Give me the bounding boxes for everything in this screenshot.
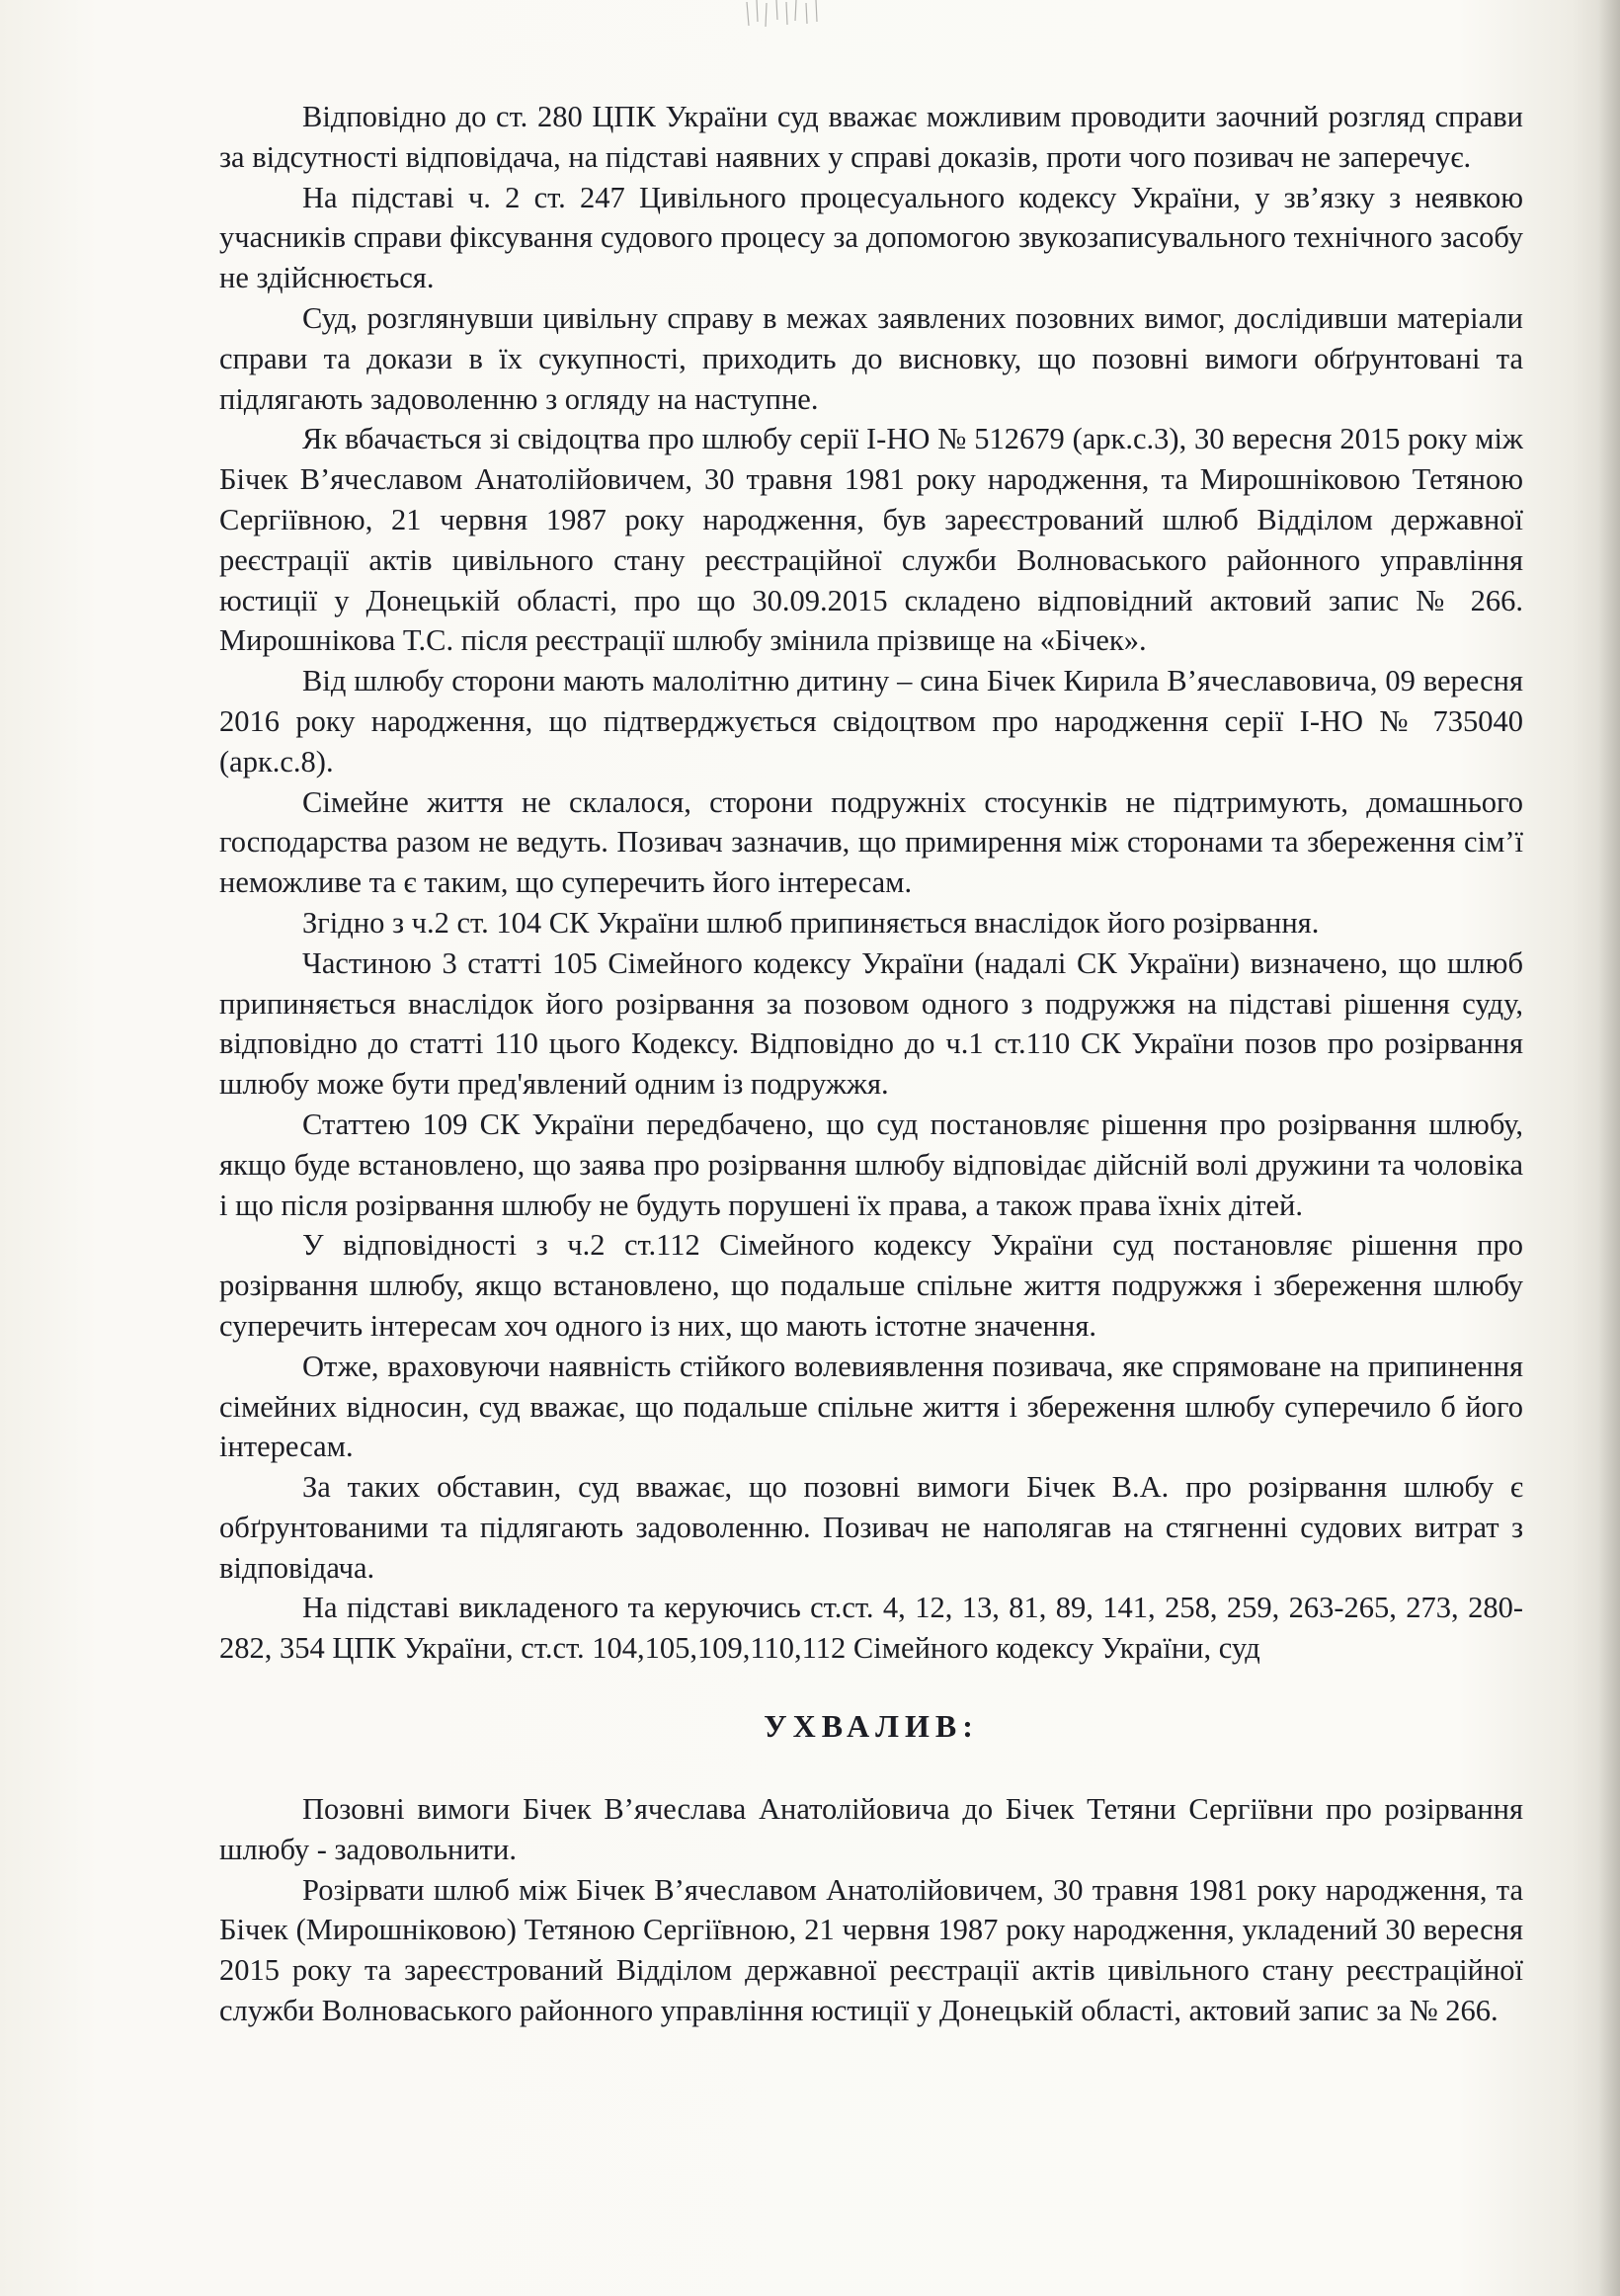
paragraph-simeine-zhyttia: Сімейне життя не склалося, сторони подружніх стосунків не підтримують, домашнього господарства разом не ведуть. Позивач зазначив, що примирення між сторонами та збереження сім’ї неможливе та є таким, що суперечить його інтересам.: [219, 784, 1523, 900]
page-edge-shadow: [1598, 0, 1620, 2296]
paragraph-zadovolnyty: Позовні вимоги Бічек В’ячеслава Анатолійовича до Бічек Тетяни Сергіївни про розірвання шлюбу - задовольнити.: [219, 1792, 1523, 1866]
paragraph-st-109: Статтею 109 СК України передбачено, що суд постановляє рішення про розірвання шлюбу, якщо буде встановлено, що заява про розірвання шлюбу відповідає дійсній волі дружини та чоловіка і що після розірвання шлюбу не будуть порушені їх права, а також права їхніх дітей.: [219, 1107, 1523, 1222]
paragraph-pravova-pidstava: На підставі викладеного та керуючись ст.ст. 4, 12, 13, 81, 89, 141, 258, 259, 263-265, 273, 280-282, 354 ЦПК України, ст.ст. 104,105,109,110,112 Сімейного кодексу України, суд: [219, 1591, 1523, 1666]
paragraph-rozirvaty-shliub: Розірвати шлюб між Бічек В’ячеславом Анатолійовичем, 30 травня 1981 року народження, та Бічек (Мирошніковою) Тетяною Сергіївною, 21 червня 1987 року народження, укладений 30 вересня 2015 року та зареєстрований Відділом державної реєстрації актів цивільного стану реєстраційної служби Волноваського районного управління юстиції у Донецькій області, актовий запис за № 266.: [219, 1872, 1523, 2028]
paragraph-dytyna: Від шлюбу сторони мають малолітню дитину – сина Бічек Кирила В’ячеславовича, 09 вересня 2016 року народження, що підтверджується свідоцтвом про народження серії І-НО № 735040 (арк.с.8).: [219, 664, 1523, 779]
paragraph-vysnovok-sudu: Суд, розглянувши цивільну справу в межах заявлених позовних вимог, дослідивши матеріали справи та докази в їх сукупності, приходить до висновку, що позовні вимоги обґрунтовані та підлягають задоволенню з огляду на наступне.: [219, 300, 1523, 416]
paragraph-st-104: Згідно з ч.2 ст. 104 СК України шлюб припиняється внаслідок його розірвання.: [302, 905, 1320, 940]
paragraph-st-112: У відповідності з ч.2 ст.112 Сімейного кодексу України суд постановляє рішення про розірвання шлюбу, якщо встановлено, що подальше спільне життя подружжя і збереження шлюбу суперечить інтересам хоч одного із них, що мають істотне значення.: [219, 1228, 1523, 1343]
paragraph-svidotstvo-shliubu: Як вбачається зі свідоцтва про шлюбу серії І-НО № 512679 (арк.с.3), 30 вересня 2015 року між Бічек В’ячеславом Анатолійовичем, 30 травня 1981 року народження, та Мирошніковою Тетяною Сергіївною, 21 червня 1987 року народження, був зареєстрований шлюб Відділом державної реєстрації актів цивільного стану реєстраційної служби Волноваського районного управління юстиції у Донецькій області, про що 30.09.2015 складено відповідний актовий запис № 266. Мирошнікова Т.С. після реєстрації шлюбу змінила прізвище на «Бічек».: [219, 422, 1523, 658]
decision-heading: УХВАЛИВ:: [764, 1708, 979, 1745]
paragraph-fiksuvannia-protsesu: На підставі ч. 2 ст. 247 Цивільного процесуального кодексу України, у зв’язку з неявкою учасників справи фіксування судового процесу за допомогою звукозаписувального технічного засобу не здійснюється.: [219, 180, 1523, 295]
paragraph-st-105: Частиною 3 статті 105 Сімейного кодексу України (надалі СК України) визначено, що шлюб припиняється внаслідок його розірвання за позовом одного з подружжя на підставі рішення суду, відповідно до статті 110 цього Кодексу. Відповідно до ч.1 ст.110 СК України позов про розірвання шлюбу може бути пред'явлений одним із подружжя.: [219, 945, 1523, 1102]
paragraph-zaochnyi-rozghliad: Відповідно до ст. 280 ЦПК України суд вважає можливим проводити заочний розгляд справи за відсутності відповідача, на підставі наявних у справі доказів, проти чого позивач не заперечує.: [219, 100, 1523, 174]
paragraph-volevyiavlennia: Отже, враховуючи наявність стійкого волевиявлення позивача, яке спрямоване на припинення сімейних відносин, суд вважає, що подальше спільне життя і збереження шлюбу суперечило б його інтересам.: [219, 1349, 1523, 1464]
staple-mark-icon: [743, 0, 822, 30]
paragraph-obstavyny: За таких обставин, суд вважає, що позовні вимоги Бічек В.А. про розірвання шлюбу є обґрунтованими та підлягають задоволенню. Позивач не наполягав на стягненні судових витрат з відповідача.: [219, 1470, 1523, 1585]
document-body: [219, 97, 1523, 2031]
